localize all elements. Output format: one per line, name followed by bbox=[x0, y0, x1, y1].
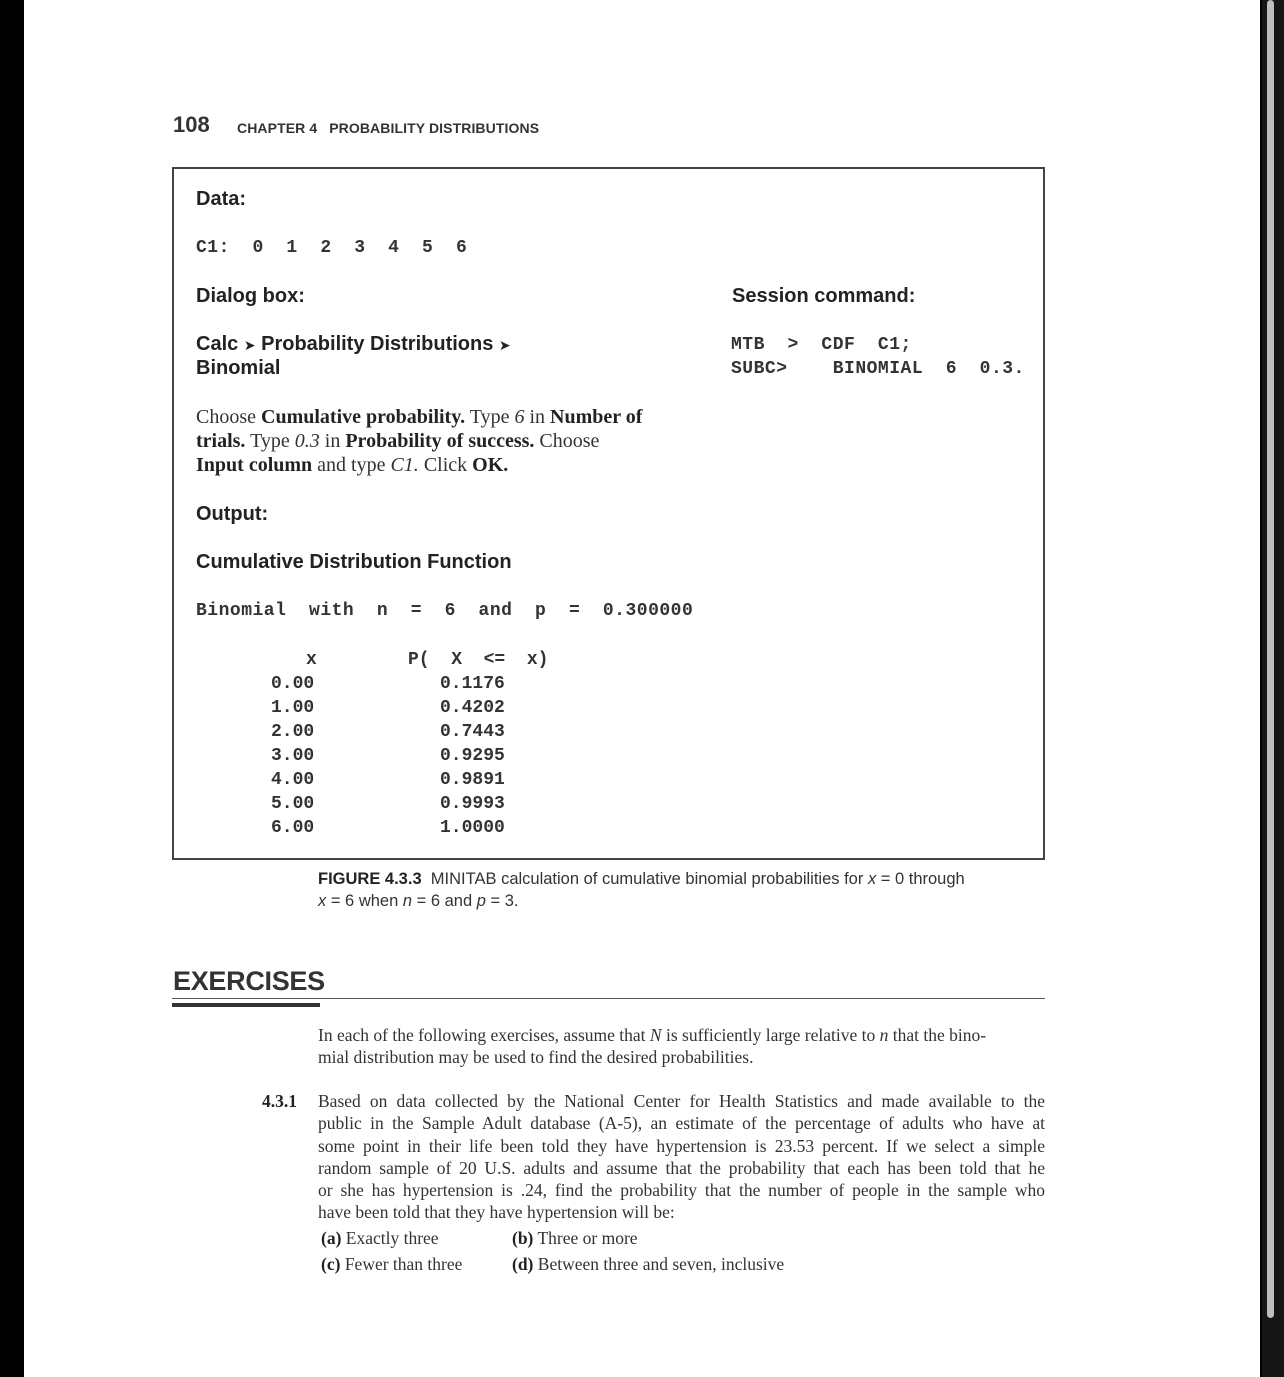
params-line: Binomial with n = 6 and p = 0.300000 bbox=[196, 601, 694, 621]
instructions-line-3: Input column and type C1. Click OK. bbox=[196, 454, 509, 476]
table-cell-x: 4.00 bbox=[271, 770, 315, 790]
problem-line: Based on data collected by the National Center for Health Statistics and made available to the bbox=[318, 1091, 1045, 1111]
problem-line: public in the Sample Adult database (A-5), an estimate of the percentage of adults who have at bbox=[318, 1113, 1045, 1134]
option-a: (a) Exactly three bbox=[321, 1228, 439, 1248]
table-cell-p: 0.9993 bbox=[440, 794, 505, 814]
problem-line: some point in their life been told they have hypertension is 23.53 percent. If we select a simple bbox=[318, 1135, 1045, 1156]
instructions-line-1: Choose Cumulative probability. Type 6 in Number of bbox=[196, 406, 643, 428]
arrow-right-icon: ➤ bbox=[243, 338, 256, 354]
table-cell-p: 0.1176 bbox=[440, 674, 505, 694]
table-cell-p: 1.0000 bbox=[440, 818, 505, 838]
session-command-label: Session command: bbox=[732, 285, 916, 307]
session-line-2: SUBC> BINOMIAL 6 0.3. bbox=[731, 359, 1025, 379]
table-cell-x: 3.00 bbox=[271, 746, 315, 766]
problem-number: 4.3.1 bbox=[262, 1091, 297, 1111]
option-c: (c) Fewer than three bbox=[321, 1254, 463, 1274]
data-values: C1: 0 1 2 3 4 5 6 bbox=[196, 238, 468, 258]
menu-item-binomial: Binomial bbox=[196, 357, 281, 379]
table-cell-x: 2.00 bbox=[271, 722, 315, 742]
function-title: Cumulative Distribution Function bbox=[196, 551, 512, 573]
figure-box bbox=[172, 167, 1045, 860]
table-cell-p: 0.7443 bbox=[440, 722, 505, 742]
problem-text bbox=[318, 1090, 1045, 1224]
table-header-p: P( X <= x) bbox=[408, 650, 549, 670]
problem-line: random sample of 20 U.S. adults and assume that the probability that each has been told that he bbox=[318, 1157, 1045, 1178]
table-cell-p: 0.4202 bbox=[440, 698, 505, 718]
data-label: Data: bbox=[196, 188, 247, 210]
exercises-title: EXERCISES bbox=[173, 966, 325, 996]
vertical-scrollbar[interactable] bbox=[1262, 0, 1284, 1377]
section-divider-accent bbox=[172, 1003, 320, 1007]
arrow-right-icon: ➤ bbox=[498, 338, 511, 354]
dialog-box-label: Dialog box: bbox=[196, 285, 305, 307]
figure-label: FIGURE 4.3.3 bbox=[318, 870, 422, 888]
table-cell-x: 0.00 bbox=[271, 674, 315, 694]
table-cell-x: 6.00 bbox=[271, 818, 315, 838]
page-number: 108 bbox=[173, 112, 210, 137]
document-page bbox=[24, 0, 1260, 1377]
output-label: Output: bbox=[196, 503, 269, 525]
option-d: (d) Between three and seven, inclusive bbox=[512, 1254, 785, 1274]
section-divider bbox=[172, 998, 1045, 999]
menu-item-calc: Calc bbox=[196, 333, 239, 355]
table-cell-x: 5.00 bbox=[271, 794, 315, 814]
table-cell-p: 0.9295 bbox=[440, 746, 505, 766]
problem-line: or she has hypertension is .24, find the probability that the number of people in the sample who bbox=[318, 1180, 1045, 1201]
scrollbar-thumb[interactable] bbox=[1267, 0, 1274, 1318]
figure-caption: FIGURE 4.3.3 MINITAB calculation of cumulative binomial probabilities for x = 0 through x = 6 when n = 6 and p = 3. bbox=[318, 870, 965, 910]
table-cell-p: 0.9891 bbox=[440, 770, 505, 790]
exercises-intro: In each of the following exercises, assume that N is sufficiently large relative to n that the bino- mial distribution may be used to find the desired probabilities. bbox=[318, 1025, 987, 1068]
menu-path bbox=[196, 333, 511, 356]
session-line-1: MTB > CDF C1; bbox=[731, 335, 912, 355]
table-cell-x: 1.00 bbox=[271, 698, 315, 718]
option-b: (b) Three or more bbox=[512, 1228, 638, 1248]
problem-line: have been told that they have hypertension will be: bbox=[318, 1202, 675, 1223]
instructions-line-2: trials. Type 0.3 in Probability of success. Choose bbox=[196, 430, 600, 452]
table-header-x: x bbox=[306, 650, 317, 670]
chapter-heading: CHAPTER 4 PROBABILITY DISTRIBUTIONS bbox=[237, 120, 540, 136]
menu-item-probability-distributions: Probability Distributions bbox=[261, 333, 494, 355]
